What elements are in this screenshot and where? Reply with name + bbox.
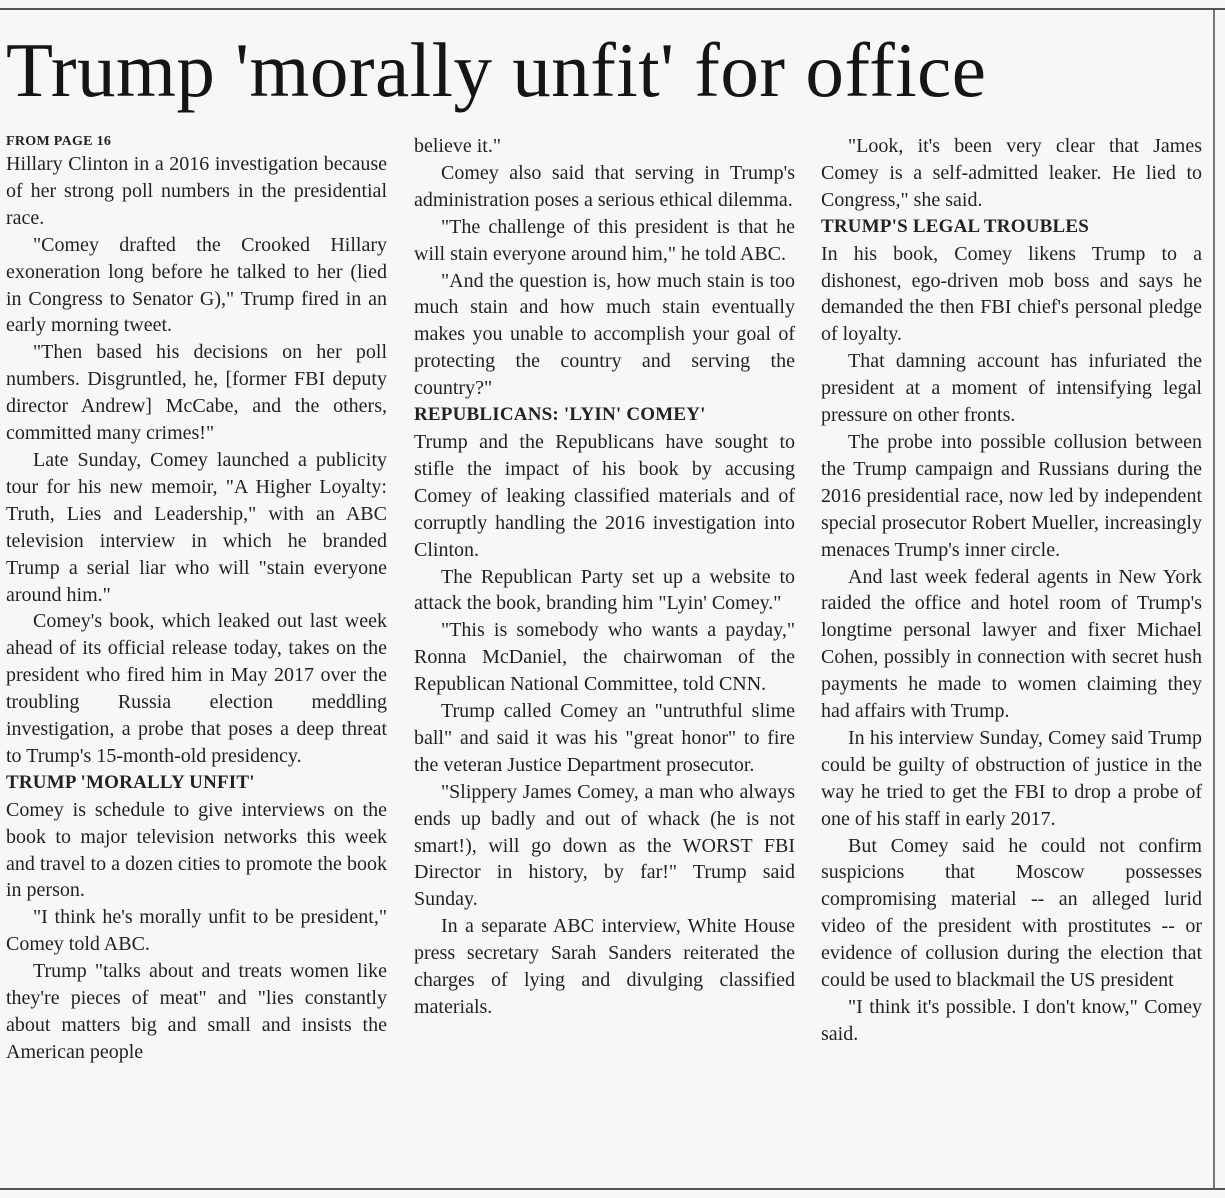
paragraph: "Slippery James Comey, a man who always ends up badly and out of whack (he is not smart!), will go down as the WORST FBI Director in history, by far!" Trump said Sunday.	[414, 780, 795, 911]
paragraph: In a separate ABC interview, White House press secretary Sarah Sanders reiterated the charges of lying and divulging classified materials.	[414, 915, 795, 1018]
subhead: REPUBLICANS: 'LYIN' COMEY'	[414, 404, 706, 426]
paragraph: That damning account has infuriated the president at a moment of intensifying legal pressure on other fronts.	[821, 350, 1202, 427]
paragraph: In his book, Comey likens Trump to a dishonest, ego-driven mob boss and says he demanded the then FBI chief's personal pledge of loyalty.	[821, 242, 1202, 346]
subhead: TRUMP 'MORALLY UNFIT'	[6, 771, 255, 793]
bottom-rule	[0, 1188, 1225, 1190]
paragraph: And last week federal agents in New York raided the office and hotel room of Trump's longtime personal lawyer and fixer Michael Cohen, possibly in connection with secret hush payments he made to women claiming they had affairs with Trump.	[821, 565, 1202, 723]
paragraph: Trump and the Republicans have sought to stifle the impact of his book by accusing Comey of leaking classified materials and of corruptly handling the 2016 investigation into Clinton.	[414, 430, 795, 561]
paragraph: Trump called Comey an "untruthful slime ball" and said it was his "great honor" to fire the veteran Justice Department prosecutor.	[414, 700, 795, 776]
headline: Trump 'morally unfit' for office	[6, 27, 987, 113]
top-rule	[0, 8, 1225, 10]
paragraph: believe it."	[414, 135, 502, 157]
paragraph: "I think he's morally unfit to be president," Comey told ABC.	[6, 906, 387, 956]
continued-from-label: FROM PAGE 16	[6, 134, 112, 149]
article-column-2	[414, 133, 795, 1021]
paragraph: The Republican Party set up a website to attack the book, branding him "Lyin' Comey."	[414, 565, 795, 615]
paragraph: "This is somebody who wants a payday," Ronna McDaniel, the chairwoman of the Republican National Committee, told CNN.	[414, 619, 795, 696]
paragraph: Trump "talks about and treats women like they're pieces of meat" and "lies constantly about matters big and small and insists the American people	[6, 960, 387, 1063]
paragraph: Comey also said that serving in Trump's administration poses a serious ethical dilemma.	[414, 161, 795, 211]
paragraph: "Look, it's been very clear that James Comey is a self-admitted leaker. He lied to Congress," she said.	[821, 135, 1202, 211]
article-column-3	[821, 133, 1202, 1048]
paragraph: Late Sunday, Comey launched a publicity tour for his new memoir, "A Higher Loyalty: Truth, Lies and Leadership," with an ABC television interview in which he branded Trump a serial liar who will "stain everyone around him."	[6, 448, 387, 606]
subhead: TRUMP'S LEGAL TROUBLES	[821, 215, 1090, 237]
column-1-body	[6, 151, 387, 1066]
paragraph: Comey is schedule to give interviews on the book to major television networks this week and travel to a dozen cities to promote the book in person.	[6, 798, 387, 902]
paragraph: In his interview Sunday, Comey said Trump could be guilty of obstruction of justice in the way he tried to get the FBI to drop a probe of one of his staff in early 2017.	[821, 726, 1202, 830]
paragraph: "The challenge of this president is that he will stain everyone around him," he told ABC.	[414, 215, 795, 265]
paragraph: Hillary Clinton in a 2016 investigation because of her strong poll numbers in the presidential race.	[6, 153, 387, 229]
paragraph: Comey's book, which leaked out last week ahead of its official release today, takes on the president who fired him in May 2017 over the troubling Russia election meddling investigation, a probe that poses a deep threat to Trump's 15-month-old presidency.	[6, 610, 387, 767]
paragraph: "And the question is, how much stain is too much stain and how much stain eventually makes you unable to accomplish your goal of protecting the country and serving the country?"	[414, 269, 795, 400]
paragraph: But Comey said he could not confirm suspicions that Moscow possesses compromising material -- an alleged lurid video of the president with prostitutes -- or evidence of collusion during the election that could be used to blackmail the US president	[821, 834, 1202, 992]
article-column-1	[6, 133, 387, 1066]
paragraph: "Then based his decisions on her poll numbers. Disgruntled, he, [former FBI deputy director Andrew] McCabe, and the others, committed many crimes!"	[6, 341, 387, 445]
paragraph: The probe into possible collusion between the Trump campaign and Russians during the 2016 presidential race, now led by independent special prosecutor Robert Mueller, increasingly menaces Trump's inner circle.	[821, 430, 1202, 561]
paragraph: "Comey drafted the Crooked Hillary exoneration long before he talked to her (lied in Congress to Senator G)," Trump fired in an early morning tweet.	[6, 233, 387, 337]
right-column-rule	[1213, 10, 1215, 1190]
paragraph: "I think it's possible. I don't know," Comey said.	[821, 996, 1202, 1045]
